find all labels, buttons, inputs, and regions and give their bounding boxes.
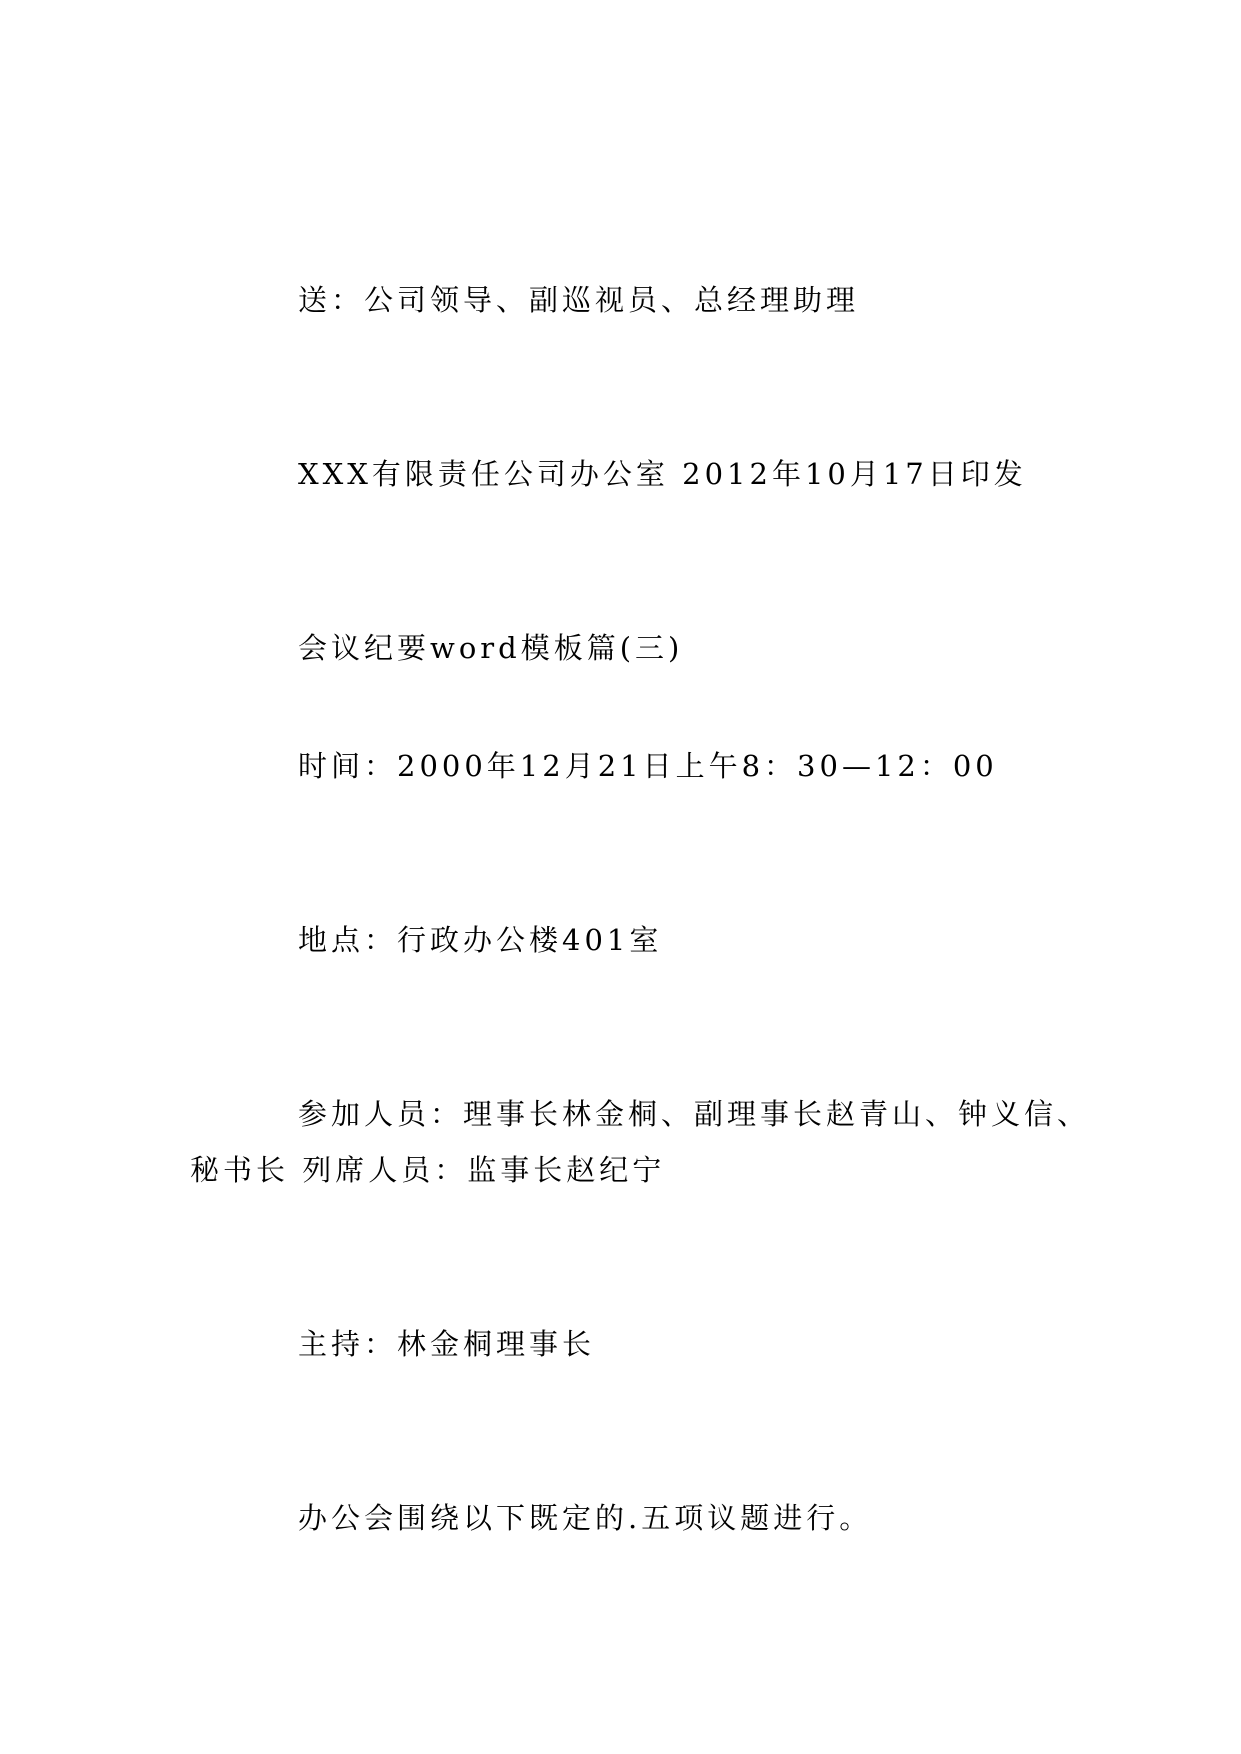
attendees-continuation: 秘书长 列席人员：监事长赵纪宁 [190, 1153, 666, 1187]
agenda-intro: 办公会围绕以下既定的.五项议题进行。 [298, 1501, 873, 1535]
meeting-location: 地点：行政办公楼401室 [298, 923, 663, 957]
attendees-line: 参加人员：理事长林金桐、副理事长赵青山、钟义信、 [298, 1097, 1091, 1131]
issuer-date-line: XXX有限责任公司办公室 2012年10月17日印发 [298, 457, 1027, 491]
meeting-time: 时间：2000年12月21日上午8：30—12：00 [298, 749, 998, 783]
section-title: 会议纪要word模板篇(三) [298, 631, 684, 665]
distribution-line: 送：公司领导、副巡视员、总经理助理 [298, 283, 860, 317]
meeting-host: 主持：林金桐理事长 [298, 1327, 596, 1361]
